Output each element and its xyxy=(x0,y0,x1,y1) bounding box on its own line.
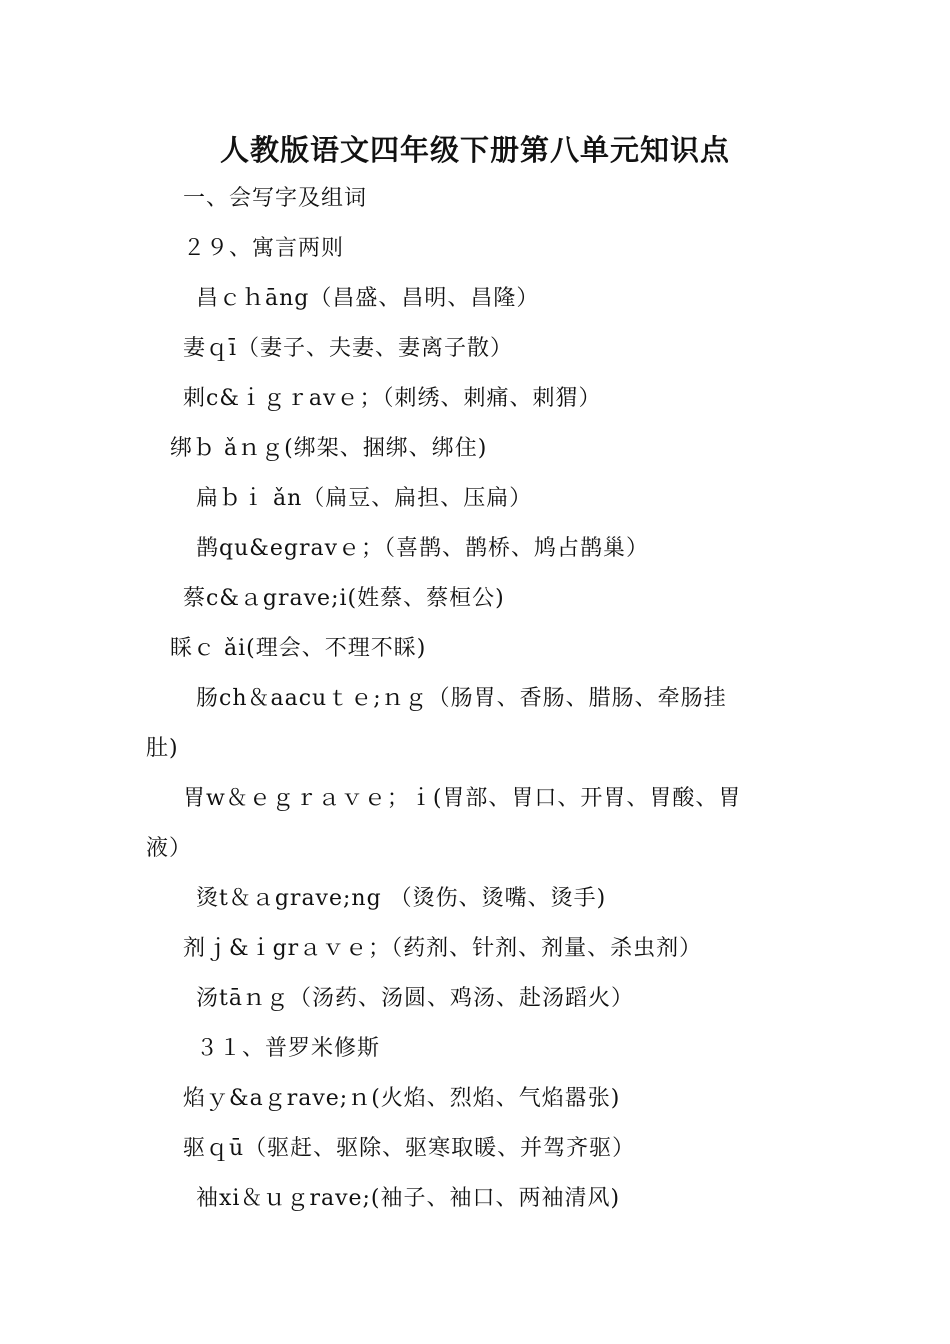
text-line: 鹊qu&egravｅ；（喜鹊、鹊桥、鸠占鹊巢） xyxy=(196,536,650,561)
text-line: 袖xi＆ｕｇrave;(袖子、袖口、两袖清风) xyxy=(196,1186,621,1211)
text-line: 驱ｑū（驱赶、驱除、驱寒取暖、并驾齐驱） xyxy=(183,1136,636,1161)
text-line: 液） xyxy=(146,836,193,861)
text-line: 绑ｂ ǎｎｇ(绑架、捆绑、绑住) xyxy=(170,436,488,461)
text-line: ２９、寓言两则 xyxy=(183,236,345,261)
text-line: 肠ch＆aacuｔｅ;ｎｇ（肠胃、香肠、腊肠、牵肠挂 xyxy=(196,686,727,711)
text-line: 睬ｃ ǎi(理会、不理不睬) xyxy=(170,636,427,661)
text-line: ３１、普罗米修斯 xyxy=(196,1036,381,1061)
text-line: 昌ｃｈāng（昌盛、昌明、昌隆） xyxy=(196,286,540,311)
text-line: 刺c&ｉｇｒavｅ；（刺绣、刺痛、刺猬） xyxy=(183,386,602,411)
text-line: 一、会写字及组词 xyxy=(183,186,368,211)
text-line: 扁ｂｉ ǎn（扁豆、扁担、压扁） xyxy=(196,486,533,511)
text-line: 剂ｊ&ｉgrａｖｅ；（药剂、针剂、剂量、杀虫剂） xyxy=(183,936,703,961)
text-line: 汤tāｎｇ（汤药、汤圆、鸡汤、赴汤蹈火） xyxy=(196,986,634,1011)
text-line: 妻ｑī（妻子、夫妻、妻离子散） xyxy=(183,336,514,361)
text-line: 烫t＆ａgrave;ng （烫伤、烫嘴、烫手) xyxy=(196,886,607,911)
text-line: 胃w＆ｅｇｒａｖｅ；ｉ(胃部、胃口、开胃、胃酸、胃 xyxy=(183,786,742,811)
text-line: 蔡c&ａgrave;i(姓蔡、蔡桓公) xyxy=(183,586,505,611)
text-line: 肚) xyxy=(146,736,179,761)
text-line: 焰ｙ&aｇrave;ｎ(火焰、烈焰、气焰嚣张) xyxy=(183,1086,621,1111)
document-title: 人教版语文四年级下册第八单元知识点 xyxy=(219,133,730,167)
